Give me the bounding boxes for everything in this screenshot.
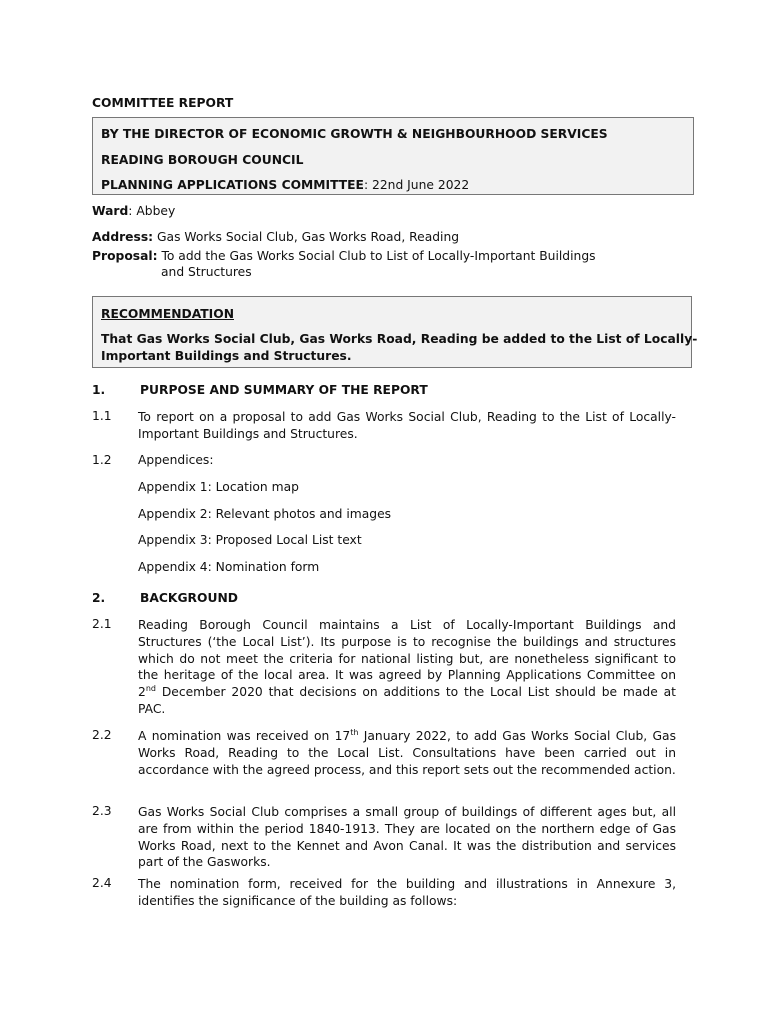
para-2-3-number: 2.3	[92, 804, 112, 818]
committee-label: PLANNING APPLICATIONS COMMITTEE	[101, 178, 364, 192]
committee-date: : 22nd June 2022	[363, 178, 470, 192]
appendix-item: Appendix 3: Proposed Local List text	[138, 533, 362, 547]
director-line: BY THE DIRECTOR OF ECONOMIC GROWTH & NEIGHBOURHOOD SERVICES	[101, 127, 608, 141]
para-2-2-text-b: January 2022, to add Gas Works Social Club, Gas Works Road, Reading to the Local List. Consultations have been carried out in accordance with the agreed process, and this report sets out the recommended action.	[138, 729, 676, 777]
address-label: Address:	[92, 230, 154, 244]
appendix-item: Appendix 2: Relevant photos and images	[138, 507, 392, 521]
address-value: Gas Works Social Club, Gas Works Road, Reading	[157, 230, 460, 244]
council-line: READING BOROUGH COUNCIL	[101, 153, 304, 167]
para-2-2-text-a: A nomination was received on 17	[138, 729, 351, 743]
para-2-3: Gas Works Social Club comprises a small group of buildings of different ages but, all are from within the period 1840-1913. They are located on the northern edge of Gas Works Road, next to the Kennet and Avon Canal. It was the distribution and services part of the Gasworks.	[138, 805, 676, 870]
proposal-text-line2: and Structures	[161, 265, 252, 279]
ward-value: : Abbey	[128, 204, 176, 218]
ward-label: Ward	[92, 204, 129, 218]
para-2-2-number: 2.2	[92, 728, 112, 742]
recommendation-line1: That Gas Works Social Club, Gas Works Road, Reading be added to the List of Locally-	[101, 332, 698, 346]
section2-number: 2.	[92, 591, 106, 605]
section2-title: BACKGROUND	[140, 591, 238, 605]
section1-title: PURPOSE AND SUMMARY OF THE REPORT	[140, 383, 428, 397]
para-2-2-sup: th	[350, 727, 359, 737]
para-1-1: To report on a proposal to add Gas Works Social Club, Reading to the List of Locally-Important Buildings and Structures.	[138, 410, 676, 441]
appendix-item: Appendix 1: Location map	[138, 480, 299, 494]
para-2-4: The nomination form, received for the building and illustrations in Annexure 3, identifies the significance of the building as follows:	[138, 877, 676, 908]
header-box	[92, 117, 694, 195]
address-line	[92, 230, 459, 244]
proposal-label: Proposal:	[92, 249, 158, 263]
para-1-1-number: 1.1	[92, 409, 112, 423]
recommendation-line2: Important Buildings and Structures.	[101, 349, 352, 363]
para-2-1-number: 2.1	[92, 617, 112, 631]
para-2-2	[138, 728, 676, 778]
para-2-1-text-a: Reading Borough Council maintains a List of Locally-Important Buildings and Structures (‘the Local List’). Its purpose is to recognise the buildings and structures which do not meet the criteria for national listing but, are nonetheless significant to the heritage of the local area. It was agreed by Planning Applications Committee on 2	[138, 618, 676, 700]
para-1-2: Appendices:	[138, 453, 214, 467]
proposal-line	[92, 249, 596, 263]
recommendation-box	[92, 296, 698, 368]
ward-line	[92, 204, 175, 218]
proposal-text-line1: To add the Gas Works Social Club to List of Locally-Important Buildings	[161, 249, 596, 263]
para-2-1	[138, 617, 676, 718]
para-2-4-number: 2.4	[92, 876, 112, 890]
committee-line	[101, 178, 469, 192]
appendix-item: Appendix 4: Nomination form	[138, 560, 320, 574]
para-2-1-text-b: December 2020 that decisions on additions to the Local List should be made at PAC.	[138, 685, 676, 716]
para-1-2-number: 1.2	[92, 453, 112, 467]
section1-number: 1.	[92, 383, 106, 397]
recommendation-heading: RECOMMENDATION	[101, 307, 234, 321]
para-2-1-sup: nd	[145, 684, 156, 694]
report-type: COMMITTEE REPORT	[92, 96, 234, 110]
